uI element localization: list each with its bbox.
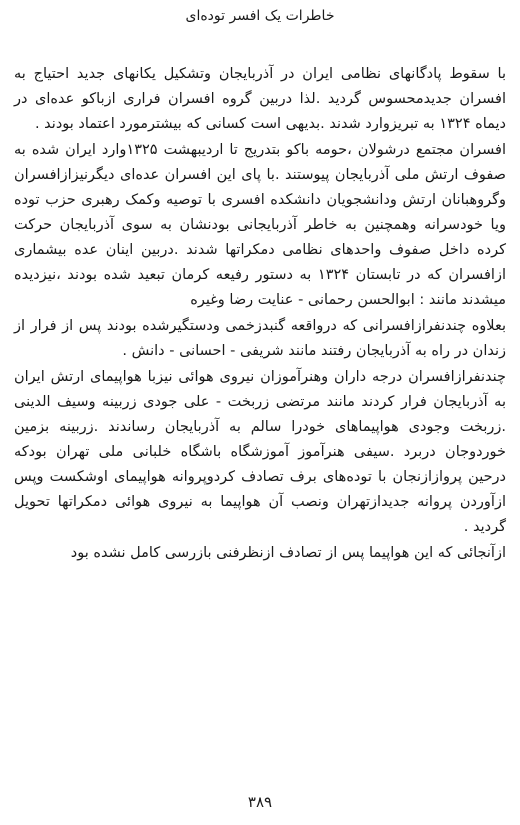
paragraph-3: بعلاوه چندنفرازافسرانی که درواقعه گنبدزخمی ودستگیرشده بودند پس از فرار از زندان در راه به آذربایجان رفتند مانند شریفی - احسانی - دانش .: [14, 318, 506, 359]
paragraph-1: با سقوط پادگانهای نظامی ایران در آذربایجان وتشکیل یکانهای جدید احتیاج به افسران جدیدمحسوس گردید .لذا دربین گروه افسران فراری ازباکو عده‌ای در دیماه ۱۳۲۴ به تبریزوارد شدند .بدیهی است کسانی که بیشترمورد اعتماد بودند .: [14, 66, 506, 132]
page-number: ۳۸۹: [247, 793, 273, 811]
paragraph-2: افسران مجتمع درشولان ،حومه باکو بتدریج تا اردیبهشت ۱۳۲۵وارد ایران شده به صفوف ارتش ملی آذربایجان پیوستند .با پای این افسران عده‌ای دیگرنیزازافسران وگروهبانان ارتش ودانشجویان دانشکده افسری با توصیه وکمک رهبری حزب توده ویا خودسرانه وهمچنین به خاطر آذربایجانی بودنشان به سوی آذربایجان حرکت کرده داخل صفوف واحدهای نظامی دمکراتها شدند .دربین اینان عده بیشماری ازافسران که در تابستان ۱۳۲۴ به دستور رفیعه کرمان تبعید شده بودند ،نیزدیده میشدند مانند : ابوالحسن رحمانی - عنایت رضا وغیره: [14, 142, 507, 308]
body-text: [14, 62, 506, 567]
paragraph-4: چندنفرازافسران درجه داران وهنرآموزان نیروی هوائی نیزبا هواپیمای ارتش ایران به آذربایجان فرار کردند مانند مرتضی زربخت - علی جودی زربینه وسیف الدینی .زربخت وجودی هواپیماهای خودرا سالم به آذربایجان رساندند .زربینه بزمین خوردوجان دربرد .سیفی هنرآموز آموزشگاه باشگاه خلبانی ملی تهران بودکه درحین پروازازنجان با توده‌های برف تصادف کردوپروانه هواپیمای اوشکست وپس ازآوردن پروانه جدیدازتهران ونصب آن هواپیما به نیروی هوائی دمکراتها تحویل گردید .: [14, 369, 506, 535]
running-header: خاطرات یک افسر توده‌ای: [185, 8, 335, 24]
paragraph-5: ازآنجائی که این هواپیما پس از تصادف ازنظرفنی بازرسی کامل نشده بود: [70, 545, 506, 561]
